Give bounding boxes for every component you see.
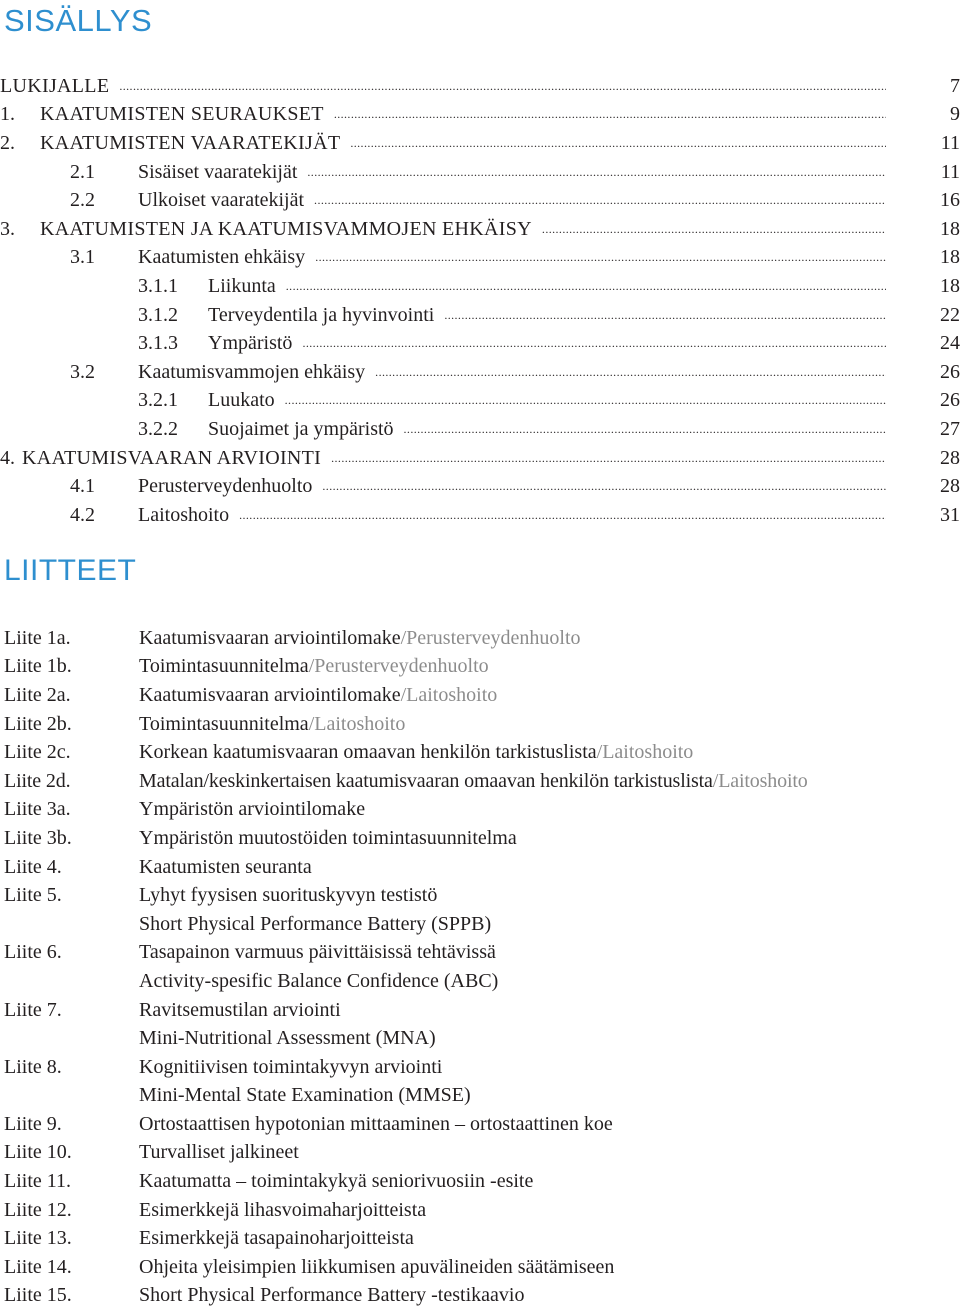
appendix-subtitle: Mini-Nutritional Assessment (MNA) (139, 1027, 436, 1050)
toc-entry-page: 11 (940, 131, 960, 154)
toc-entry-title: Laitoshoito (138, 503, 230, 526)
appendix-title: Toimintasuunnitelma (139, 655, 309, 678)
appendix-item[interactable] (0, 796, 960, 825)
appendix-item[interactable] (0, 996, 960, 1053)
toc-entry-title: Ulkoiset vaaratekijät (138, 189, 305, 212)
appendix-context: Laitoshoito (602, 741, 694, 764)
toc-leader-dots (312, 473, 898, 500)
appendix-heading: LIITTEET (4, 554, 137, 587)
appendix-label: Liite 5. (4, 884, 62, 907)
appendix-item[interactable] (0, 1282, 960, 1310)
toc-entry-page: 18 (940, 246, 960, 269)
toc-entry-page: 18 (940, 274, 960, 297)
appendix-title: Ympäristön muutostöiden toimintasuunnitelma (139, 826, 517, 849)
toc-leader-dots (340, 130, 898, 157)
appendix-title: Esimerkkejä tasapainoharjoitteista (139, 1227, 414, 1250)
appendix-title: Turvalliset jalkineet (139, 1141, 299, 1164)
toc-entry[interactable] (0, 358, 960, 387)
appendix-title: Lyhyt fyysisen suorituskyvyn testistö (139, 884, 438, 907)
toc-entry-page: 28 (940, 475, 960, 498)
appendix-label: Liite 1a. (4, 626, 71, 649)
appendix-context: Perusterveydenhuolto (406, 626, 581, 649)
toc-entry[interactable] (0, 301, 960, 330)
toc-entry-title: KAATUMISTEN SEURAUKSET (40, 103, 324, 126)
appendix-item[interactable] (0, 1110, 960, 1139)
appendix-label: Liite 7. (4, 998, 62, 1021)
appendix-separator: / (400, 626, 407, 649)
appendix-separator: / (308, 655, 315, 678)
appendix-title: Kognitiivisen toimintakyvyn arviointi (139, 1055, 443, 1078)
toc-entry[interactable] (0, 272, 960, 301)
appendix-context: Laitoshoito (718, 769, 808, 792)
appendix-title: Ortostaattisen hypotonian mittaaminen – ortostaattinen koe (139, 1112, 613, 1135)
toc-entry[interactable] (0, 129, 960, 158)
toc-entry-page: 7 (950, 74, 960, 97)
appendix-title: Kaatumatta – toimintakykyä seniorivuosiin -esite (139, 1170, 534, 1193)
toc-entry-number: 3.1.3 (138, 332, 178, 355)
appendix-item[interactable] (0, 1053, 960, 1110)
appendix-label: Liite 4. (4, 855, 62, 878)
toc-entry-page: 11 (940, 160, 960, 183)
appendix-context: Laitoshoito (314, 712, 406, 735)
toc-entry-page: 31 (940, 503, 960, 526)
toc-entry[interactable] (0, 329, 960, 358)
appendix-item[interactable] (0, 1196, 960, 1225)
appendix-label: Liite 3b. (4, 826, 72, 849)
appendix-label: Liite 15. (4, 1284, 72, 1307)
toc-heading: SISÄLLYS (4, 3, 153, 38)
toc-entry[interactable] (0, 72, 960, 101)
toc-entry-title: Ympäristö (208, 332, 293, 355)
toc-entry-page: 16 (940, 189, 960, 212)
toc-entry-page: 27 (940, 417, 960, 440)
toc-entry-title: KAATUMISTEN VAARATEKIJÄT (40, 131, 341, 154)
appendix-label: Liite 9. (4, 1112, 62, 1135)
toc-leader-dots (434, 302, 898, 329)
toc-entry[interactable] (0, 101, 960, 130)
appendix-separator: / (596, 741, 603, 764)
appendix-label: Liite 1b. (4, 655, 72, 678)
toc-entry-page: 22 (940, 303, 960, 326)
toc-entry[interactable] (0, 244, 960, 273)
toc-entry-title: Sisäiset vaaratekijät (138, 160, 298, 183)
appendix-title: Ohjeita yleisimpien liikkumisen apuvälineiden säätämiseen (139, 1255, 615, 1278)
toc-entry-number: 3.1.2 (138, 303, 178, 326)
appendix-label: Liite 12. (4, 1198, 72, 1221)
appendix-item[interactable] (0, 624, 960, 653)
appendix-title: Kaatumisten seuranta (139, 855, 312, 878)
toc-leader-dots (324, 101, 898, 128)
toc-entry-number: 2.2 (70, 189, 95, 212)
toc-entry[interactable] (0, 387, 960, 416)
appendix-label: Liite 10. (4, 1141, 72, 1164)
toc-entry[interactable] (0, 472, 960, 501)
appendix-title: Toimintasuunnitelma (139, 712, 309, 735)
toc-entry-title: KAATUMISVAARAN ARVIOINTI (22, 446, 322, 469)
toc-leader-dots (365, 359, 898, 386)
toc-entry[interactable] (0, 444, 960, 473)
toc-leader-dots (304, 187, 898, 214)
appendix-title: Kaatumisvaaran arviointilomake (139, 683, 401, 706)
appendix-context: Perusterveydenhuolto (314, 655, 489, 678)
appendix-label: Liite 2a. (4, 683, 71, 706)
appendix-subtitle: Activity-spesific Balance Confidence (ABC) (139, 969, 499, 992)
toc-entry-page: 18 (940, 217, 960, 240)
toc-entry-page: 9 (950, 103, 960, 126)
toc-entry[interactable] (0, 501, 960, 530)
toc-entry[interactable] (0, 415, 960, 444)
toc-entry-number: 4. (0, 446, 15, 469)
appendix-title: Tasapainon varmuus päivittäisissä tehtävissä (139, 941, 496, 964)
appendix-item[interactable] (0, 1167, 960, 1196)
toc-leader-dots (394, 416, 898, 443)
appendix-item[interactable] (0, 881, 960, 938)
toc-entry-title: Terveydentila ja hyvinvointi (208, 303, 435, 326)
toc-entry-number: 3.1.1 (138, 274, 178, 297)
toc-entry-title: KAATUMISTEN JA KAATUMISVAMMOJEN EHKÄISY (40, 217, 532, 240)
appendix-label: Liite 3a. (4, 798, 71, 821)
toc-entry-title: Luukato (208, 389, 275, 412)
toc-entry-number: 3.2 (70, 360, 95, 383)
appendix-item[interactable] (0, 1139, 960, 1168)
toc-entry-title: Kaatumisvammojen ehkäisy (138, 360, 366, 383)
toc-leader-dots (305, 244, 898, 271)
toc-entry-page: 26 (940, 360, 960, 383)
appendix-item[interactable] (0, 824, 960, 853)
appendix-label: Liite 8. (4, 1055, 62, 1078)
appendix-item[interactable] (0, 1253, 960, 1282)
appendix-title: Ravitsemustilan arviointi (139, 998, 341, 1021)
appendix-label: Liite 14. (4, 1255, 72, 1278)
toc-leader-dots (109, 73, 898, 100)
table-of-contents (0, 72, 960, 530)
appendix-title: Ympäristön arviointilomake (139, 798, 366, 821)
appendix-separator: / (308, 712, 315, 735)
toc-entry-number: 3.2.2 (138, 417, 178, 440)
appendix-item[interactable] (0, 767, 960, 796)
toc-leader-dots (532, 216, 898, 243)
toc-leader-dots (321, 445, 898, 472)
toc-entry-title: LUKIJALLE (0, 74, 110, 97)
appendix-separator: / (400, 683, 407, 706)
appendix-item[interactable] (0, 738, 960, 767)
toc-leader-dots (229, 502, 898, 529)
toc-entry-number: 2.1 (70, 160, 95, 183)
appendix-item[interactable] (0, 939, 960, 996)
appendix-item[interactable] (0, 653, 960, 682)
appendix-item[interactable] (0, 1224, 960, 1253)
appendix-context: Laitoshoito (406, 683, 498, 706)
toc-entry-page: 28 (940, 446, 960, 469)
appendix-item[interactable] (0, 853, 960, 882)
toc-entry-number: 4.2 (70, 503, 95, 526)
appendix-title: Esimerkkejä lihasvoimaharjoitteista (139, 1198, 427, 1221)
appendix-label: Liite 6. (4, 941, 62, 964)
toc-entry[interactable] (0, 215, 960, 244)
toc-entry-number: 4.1 (70, 475, 95, 498)
appendix-item[interactable] (0, 681, 960, 710)
toc-entry-title: Liikunta (208, 274, 276, 297)
toc-entry[interactable] (0, 186, 960, 215)
toc-leader-dots (292, 330, 898, 357)
appendix-title: Kaatumisvaaran arviointilomake (139, 626, 401, 649)
toc-entry-number: 3. (0, 217, 15, 240)
appendix-title: Matalan/keskinkertaisen kaatumisvaaran omaavan henkilön tarkistuslista (139, 769, 713, 792)
toc-entry-number: 3.1 (70, 246, 95, 269)
appendix-subtitle: Mini-Mental State Examination (MMSE) (139, 1084, 471, 1107)
toc-leader-dots (275, 387, 898, 414)
appendix-title: Korkean kaatumisvaaran omaavan henkilön tarkistuslista (139, 741, 597, 764)
toc-entry-page: 26 (940, 389, 960, 412)
toc-entry-title: Kaatumisten ehkäisy (138, 246, 306, 269)
toc-leader-dots (297, 159, 898, 186)
appendix-separator: / (712, 769, 719, 792)
toc-entry-number: 2. (0, 131, 15, 154)
toc-entry[interactable] (0, 158, 960, 187)
appendix-label: Liite 2d. (4, 769, 71, 792)
appendix-list (0, 624, 960, 1310)
toc-entry-number: 1. (0, 103, 15, 126)
appendix-item[interactable] (0, 710, 960, 739)
appendix-label: Liite 2b. (4, 712, 72, 735)
toc-entry-title: Perusterveydenhuolto (138, 475, 313, 498)
appendix-label: Liite 2c. (4, 741, 71, 764)
appendix-title: Short Physical Performance Battery -testikaavio (139, 1284, 525, 1307)
toc-entry-page: 24 (940, 332, 960, 355)
toc-entry-number: 3.2.1 (138, 389, 178, 412)
appendix-label: Liite 11. (4, 1170, 72, 1193)
appendix-subtitle: Short Physical Performance Battery (SPPB) (139, 912, 492, 935)
appendix-label: Liite 13. (4, 1227, 72, 1250)
toc-leader-dots (276, 273, 898, 300)
toc-entry-title: Suojaimet ja ympäristö (208, 417, 394, 440)
